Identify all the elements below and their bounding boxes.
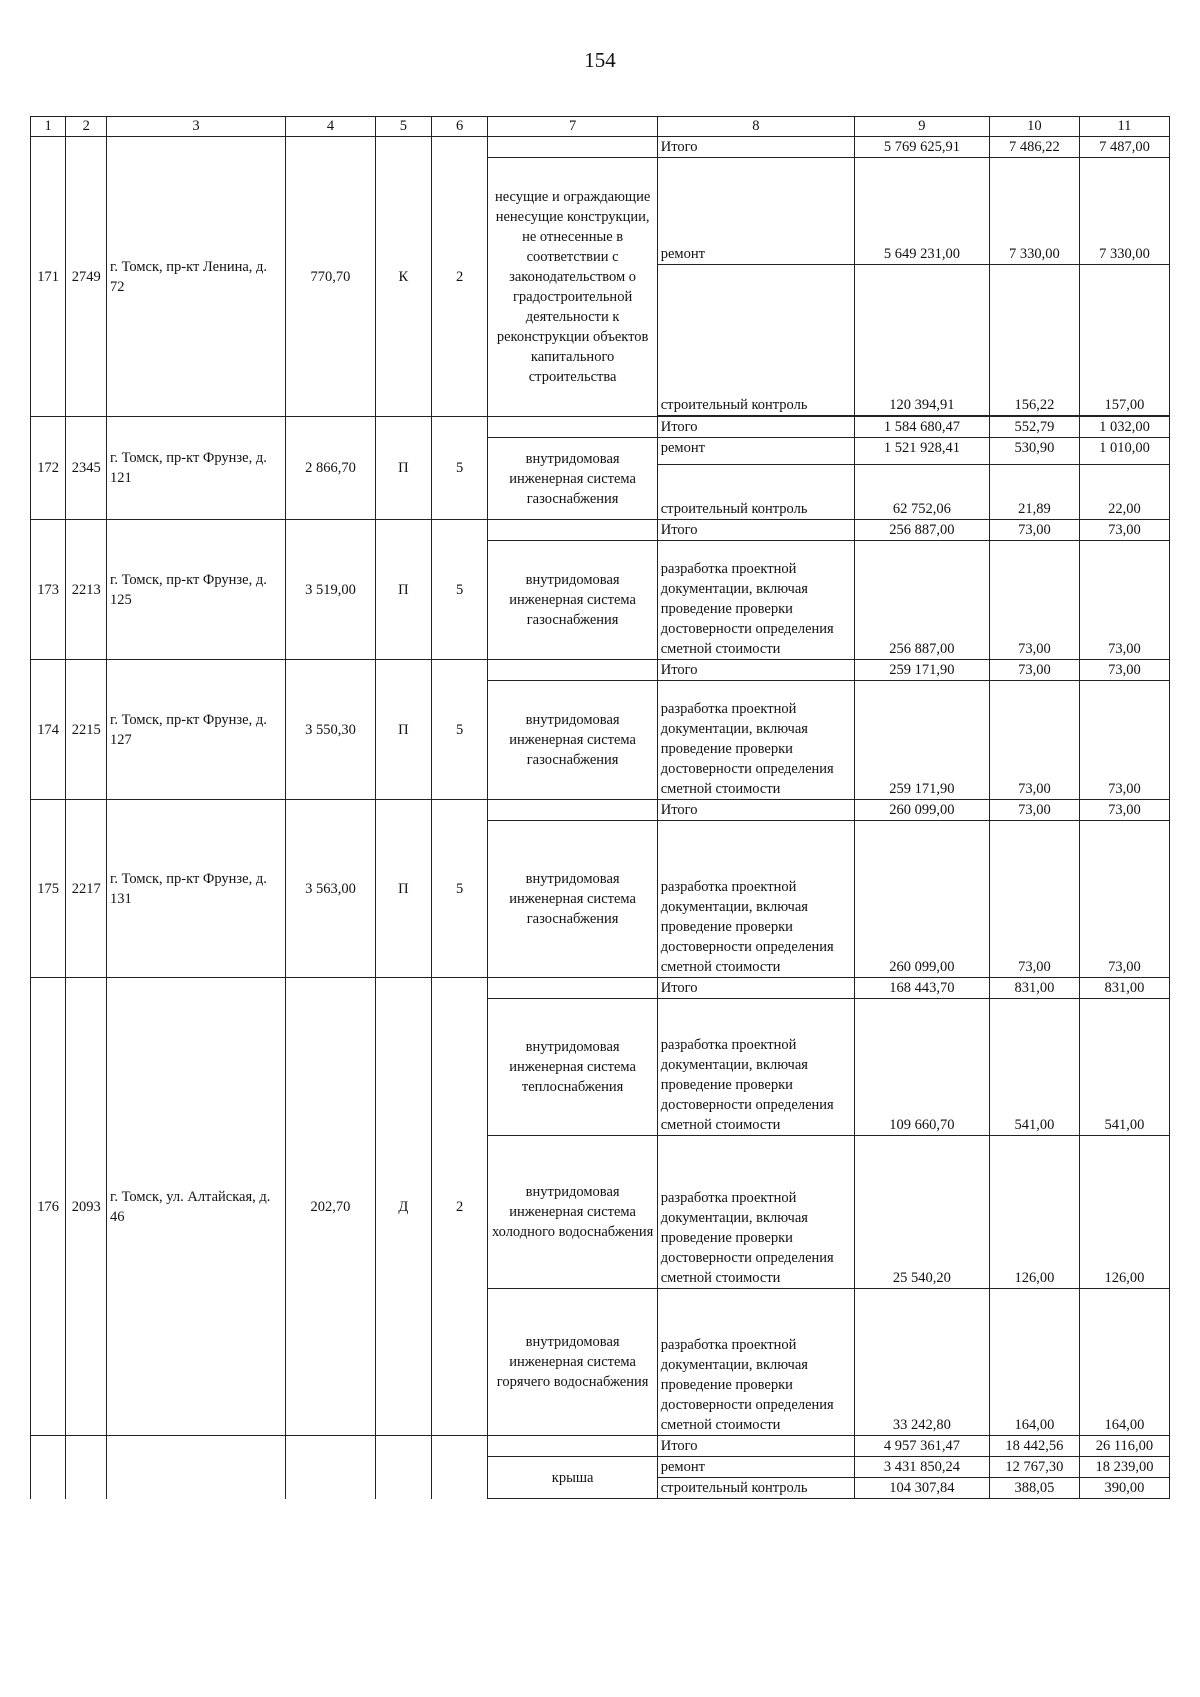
building-area: 2 866,70 [285, 417, 375, 520]
wall-material: П [375, 800, 431, 978]
building-address: г. Томск, пр-кт Фрунзе, д. 121 [107, 417, 286, 520]
total-limit-cost: 7 487,00 [1079, 137, 1169, 158]
work-cost: 104 307,84 [854, 1478, 989, 1499]
building-area: 202,70 [285, 978, 375, 1436]
total-limit-cost: 73,00 [1079, 800, 1169, 821]
total-label: Итого [657, 660, 854, 681]
work-type: разработка проектной документации, включая проведение проверки достоверности определения сметной стоимости [657, 1136, 854, 1289]
wall-material [375, 1436, 431, 1499]
element-cell [488, 978, 657, 999]
column-numbers-row [31, 117, 1170, 137]
floor-count: 2 [431, 137, 488, 417]
building-code: 2345 [66, 417, 107, 520]
work-type: ремонт [657, 1457, 854, 1478]
work-limit-cost: 157,00 [1079, 265, 1169, 416]
structural-element: внутридомовая инженерная система газоснабжения [488, 821, 657, 978]
total-unit-cost: 552,79 [989, 417, 1079, 438]
work-limit-cost: 541,00 [1079, 999, 1169, 1136]
work-limit-cost: 73,00 [1079, 681, 1169, 800]
building-area [285, 1436, 375, 1499]
column-header: 2 [66, 117, 107, 137]
building-address: г. Томск, ул. Алтайская, д. 46 [107, 978, 286, 1436]
work-unit-cost: 7 330,00 [989, 158, 1079, 265]
work-cost: 33 242,80 [854, 1289, 989, 1436]
total-unit-cost: 73,00 [989, 520, 1079, 541]
total-unit-cost: 7 486,22 [989, 137, 1079, 158]
work-type: ремонт [657, 158, 854, 265]
column-header: 11 [1079, 117, 1169, 137]
work-cost: 3 431 850,24 [854, 1457, 989, 1478]
work-unit-cost: 388,05 [989, 1478, 1079, 1499]
building-area: 770,70 [285, 137, 375, 417]
work-cost: 259 171,90 [854, 681, 989, 800]
column-header: 8 [657, 117, 854, 137]
work-unit-cost: 156,22 [989, 265, 1079, 416]
work-limit-cost: 18 239,00 [1079, 1457, 1169, 1478]
total-label: Итого [657, 417, 854, 438]
total-limit-cost: 831,00 [1079, 978, 1169, 999]
building-address: г. Томск, пр-кт Фрунзе, д. 125 [107, 520, 286, 660]
total-row [31, 520, 1170, 541]
element-cell [488, 417, 657, 438]
work-type: ремонт [657, 438, 854, 465]
work-unit-cost: 530,90 [989, 438, 1079, 465]
work-type: разработка проектной документации, включая проведение проверки достоверности определения сметной стоимости [657, 541, 854, 660]
column-header: 4 [285, 117, 375, 137]
row-number: 173 [31, 520, 66, 660]
column-header: 1 [31, 117, 66, 137]
row-number: 175 [31, 800, 66, 978]
work-cost: 62 752,06 [854, 465, 989, 520]
total-row [31, 137, 1170, 158]
floor-count: 5 [431, 800, 488, 978]
element-cell [488, 660, 657, 681]
total-cost: 260 099,00 [854, 800, 989, 821]
work-unit-cost: 21,89 [989, 465, 1079, 520]
column-header: 10 [989, 117, 1079, 137]
structural-element: внутридомовая инженерная система газоснабжения [488, 681, 657, 800]
work-cost: 5 649 231,00 [854, 158, 989, 265]
total-cost: 5 769 625,91 [854, 137, 989, 158]
total-cost: 259 171,90 [854, 660, 989, 681]
row-number: 172 [31, 417, 66, 520]
work-cost: 120 394,91 [854, 265, 989, 416]
floor-count: 2 [431, 978, 488, 1436]
building-address: г. Томск, пр-кт Фрунзе, д. 131 [107, 800, 286, 978]
building-code: 2749 [66, 137, 107, 417]
column-header: 9 [854, 117, 989, 137]
row-number [31, 1436, 66, 1499]
element-cell [488, 520, 657, 541]
total-row [31, 417, 1170, 438]
structural-element: внутридомовая инженерная система газоснабжения [488, 541, 657, 660]
work-unit-cost: 126,00 [989, 1136, 1079, 1289]
total-unit-cost: 831,00 [989, 978, 1079, 999]
structural-element: внутридомовая инженерная система теплоснабжения [488, 999, 657, 1136]
capital-repair-table [30, 116, 1170, 1499]
total-row [31, 800, 1170, 821]
work-cost: 260 099,00 [854, 821, 989, 978]
work-limit-cost: 164,00 [1079, 1289, 1169, 1436]
total-row [31, 1436, 1170, 1457]
row-number: 174 [31, 660, 66, 800]
row-number: 176 [31, 978, 66, 1436]
wall-material: К [375, 137, 431, 417]
total-limit-cost: 73,00 [1079, 660, 1169, 681]
work-limit-cost: 390,00 [1079, 1478, 1169, 1499]
building-code: 2093 [66, 978, 107, 1436]
work-limit-cost: 1 010,00 [1079, 438, 1169, 465]
total-cost: 4 957 361,47 [854, 1436, 989, 1457]
work-type: разработка проектной документации, включая проведение проверки достоверности определения сметной стоимости [657, 999, 854, 1136]
work-limit-cost: 126,00 [1079, 1136, 1169, 1289]
structural-element: внутридомовая инженерная система холодного водоснабжения [488, 1136, 657, 1289]
wall-material: П [375, 660, 431, 800]
work-unit-cost: 73,00 [989, 821, 1079, 978]
structural-element: несущие и ограждающие ненесущие конструкции, не отнесенные в соответствии с законодательством о градостроительной деятельности к реконструкции объектов капитального строительства [488, 158, 657, 417]
building-code: 2215 [66, 660, 107, 800]
work-unit-cost: 541,00 [989, 999, 1079, 1136]
total-label: Итого [657, 800, 854, 821]
building-code [66, 1436, 107, 1499]
total-label: Итого [657, 978, 854, 999]
building-area: 3 563,00 [285, 800, 375, 978]
work-cost: 256 887,00 [854, 541, 989, 660]
total-limit-cost: 26 116,00 [1079, 1436, 1169, 1457]
building-address: г. Томск, пр-кт Фрунзе, д. 127 [107, 660, 286, 800]
structural-element: внутридомовая инженерная система горячего водоснабжения [488, 1289, 657, 1436]
work-type: строительный контроль [657, 265, 854, 416]
total-label: Итого [657, 1436, 854, 1457]
work-unit-cost: 12 767,30 [989, 1457, 1079, 1478]
column-header: 3 [107, 117, 286, 137]
work-cost: 1 521 928,41 [854, 438, 989, 465]
building-code: 2217 [66, 800, 107, 978]
structural-element: внутридомовая инженерная система газоснабжения [488, 438, 657, 520]
page-number: 154 [584, 48, 616, 72]
work-type: строительный контроль [657, 1478, 854, 1499]
element-cell [488, 800, 657, 821]
column-header: 5 [375, 117, 431, 137]
row-number: 171 [31, 137, 66, 417]
wall-material: Д [375, 978, 431, 1436]
column-header: 6 [431, 117, 488, 137]
work-unit-cost: 73,00 [989, 541, 1079, 660]
work-cost: 109 660,70 [854, 999, 989, 1136]
work-limit-cost: 73,00 [1079, 541, 1169, 660]
total-label: Итого [657, 137, 854, 158]
work-limit-cost: 7 330,00 [1079, 158, 1169, 265]
total-unit-cost: 73,00 [989, 800, 1079, 821]
work-type: строительный контроль [657, 465, 854, 520]
element-cell [488, 1436, 657, 1457]
total-unit-cost: 18 442,56 [989, 1436, 1079, 1457]
element-cell [488, 137, 657, 158]
total-unit-cost: 73,00 [989, 660, 1079, 681]
total-label: Итого [657, 520, 854, 541]
work-limit-cost: 73,00 [1079, 821, 1169, 978]
total-limit-cost: 73,00 [1079, 520, 1169, 541]
building-area: 3 550,30 [285, 660, 375, 800]
work-unit-cost: 164,00 [989, 1289, 1079, 1436]
work-type: разработка проектной документации, включая проведение проверки достоверности определения сметной стоимости [657, 1289, 854, 1436]
work-unit-cost: 73,00 [989, 681, 1079, 800]
wall-material: П [375, 417, 431, 520]
floor-count [431, 1436, 488, 1499]
total-row [31, 978, 1170, 999]
floor-count: 5 [431, 660, 488, 800]
building-address: г. Томск, пр-кт Ленина, д. 72 [107, 137, 286, 417]
structural-element: крыша [488, 1457, 657, 1499]
building-code: 2213 [66, 520, 107, 660]
building-address [107, 1436, 286, 1499]
building-area: 3 519,00 [285, 520, 375, 660]
total-cost: 256 887,00 [854, 520, 989, 541]
wall-material: П [375, 520, 431, 660]
work-cost: 25 540,20 [854, 1136, 989, 1289]
work-limit-cost: 22,00 [1079, 465, 1169, 520]
total-cost: 1 584 680,47 [854, 417, 989, 438]
work-type: разработка проектной документации, включая проведение проверки достоверности определения сметной стоимости [657, 821, 854, 978]
work-type: разработка проектной документации, включая проведение проверки достоверности определения сметной стоимости [657, 681, 854, 800]
total-row [31, 660, 1170, 681]
total-cost: 168 443,70 [854, 978, 989, 999]
column-header: 7 [488, 117, 657, 137]
floor-count: 5 [431, 520, 488, 660]
floor-count: 5 [431, 417, 488, 520]
total-limit-cost: 1 032,00 [1079, 417, 1169, 438]
